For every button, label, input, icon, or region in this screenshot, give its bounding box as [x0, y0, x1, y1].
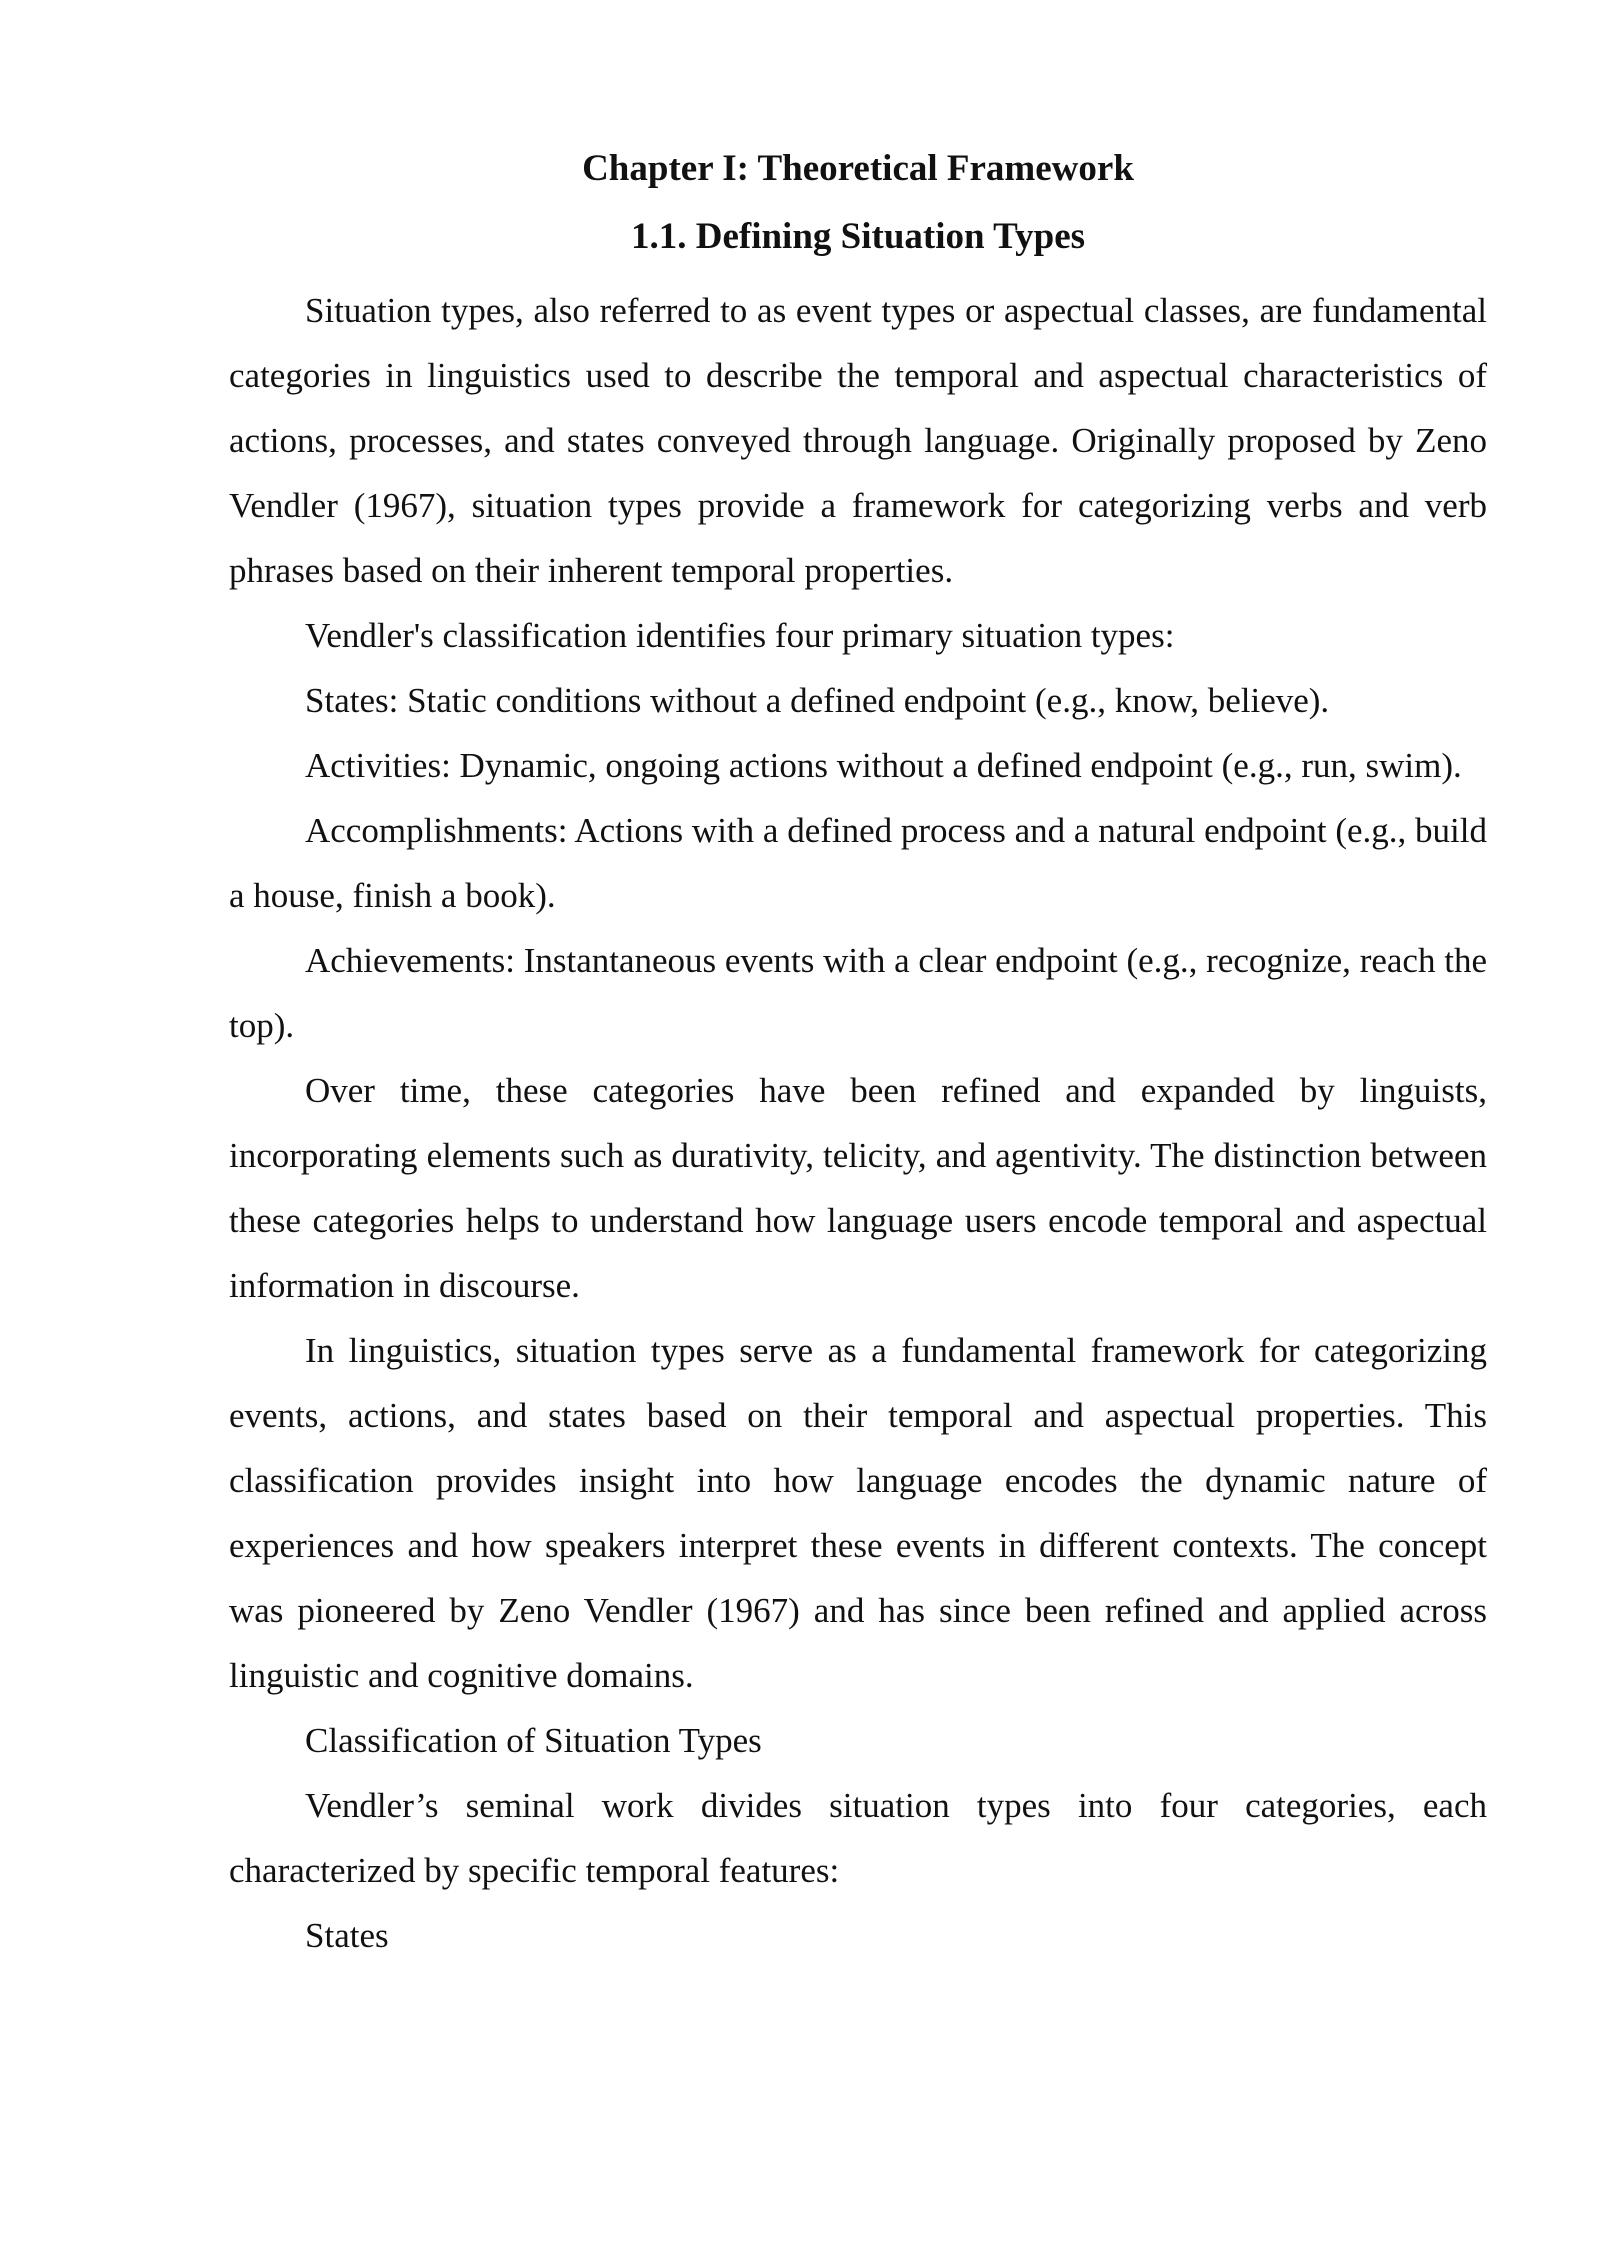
paragraph-states: States: Static conditions without a defined endpoint (e.g., know, believe). [305, 681, 1330, 720]
paragraph-achievements: Achievements: Instantaneous events with a clear endpoint (e.g., recognize, reach the top). [229, 941, 1487, 1045]
page-content [229, 148, 1487, 1968]
paragraph-refinement: Over time, these categories have been refined and expanded by linguists, incorporating elements such as durativity, telicity, and agentivity. The distinction between these categories helps to understand how language users encode temporal and aspectual information in discourse. [229, 1071, 1487, 1305]
paragraph-seminal-work: Vendler’s seminal work divides situation types into four categories, each characterized by specific temporal features: [229, 1786, 1487, 1890]
section-title: 1.1. Defining Situation Types [630, 216, 1086, 257]
paragraph-activities: Activities: Dynamic, ongoing actions without a defined endpoint (e.g., run, swim). [305, 746, 1462, 785]
paragraph-accomplishments: Accomplishments: Actions with a defined process and a natural endpoint (e.g., build a house, finish a book). [229, 811, 1487, 915]
subheading-states: States [305, 1916, 389, 1955]
paragraph-vendler-classification: Vendler's classification identifies four primary situation types: [305, 616, 1175, 655]
chapter-title: Chapter I: Theoretical Framework [582, 148, 1134, 189]
paragraph-situation-types-intro: Situation types, also referred to as event types or aspectual classes, are fundamental categories in linguistics used to describe the temporal and aspectual characteristics of actions, processes, and states conveyed through language. Originally proposed by Zeno Vendler (1967), situation types provide a framework for categorizing verbs and verb phrases based on their inherent temporal properties. [229, 291, 1487, 590]
subheading-classification: Classification of Situation Types [305, 1721, 762, 1760]
paragraph-framework: In linguistics, situation types serve as a fundamental framework for categorizing events, actions, and states based on their temporal and aspectual properties. This classification provides insight into how language encodes the dynamic nature of experiences and how speakers interpret these events in different contexts. The concept was pioneered by Zeno Vendler (1967) and has since been refined and applied across linguistic and cognitive domains. [229, 1331, 1487, 1695]
